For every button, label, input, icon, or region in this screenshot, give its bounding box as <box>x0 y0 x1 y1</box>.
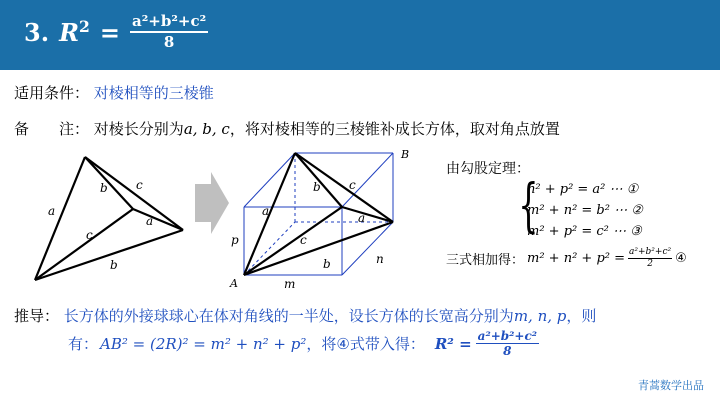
sum-denominator: 2 <box>647 259 653 269</box>
box-figure <box>230 147 440 291</box>
tetra-edge <box>244 222 393 275</box>
box-label-a2: a <box>358 211 366 225</box>
derivation-text-2b: ，将④式带入得： <box>306 335 425 353</box>
tetra-label-b1: b <box>100 181 108 195</box>
tetra-label-a2: a <box>146 214 154 228</box>
condition-label: 适用条件： <box>14 84 90 102</box>
derivation-line2 <box>68 330 539 357</box>
box-label-b1: b <box>313 180 321 194</box>
tetrahedron-figure <box>30 152 200 287</box>
derivation-label: 推导： <box>14 307 60 325</box>
arrow-shape <box>195 172 229 234</box>
box-label-m: m <box>284 277 296 291</box>
equation-3: m² + p² = c² ⋯ ③ <box>527 224 642 239</box>
equation-1: n² + p² = a² ⋯ ① <box>527 182 639 197</box>
note-label: 备 注： <box>14 120 90 138</box>
formula-lhs <box>59 17 90 47</box>
brand-footer: 青蒿数学出品 <box>638 379 704 392</box>
sum-label: 三式相加得： <box>446 253 525 268</box>
formula-lhs-var: R <box>59 18 80 47</box>
note-text-b: ，将对棱相等的三棱锥补成长方体，取对角点放置 <box>229 120 560 138</box>
sum-numerator: a²+b²+c² <box>629 247 672 257</box>
sum-fraction <box>628 248 672 269</box>
vertex-A-label: A <box>230 277 238 290</box>
box-label-c1: c <box>349 178 356 192</box>
tetra-edge <box>342 207 393 222</box>
formula-title <box>24 14 208 50</box>
equation-2: m² + n² = b² ⋯ ② <box>527 203 643 218</box>
derivation-math: AB² = (2R)² = m² + n² + p² <box>100 334 307 353</box>
result-fraction <box>476 330 539 357</box>
formula-lhs-exp: 2 <box>79 17 90 36</box>
formula-number: 3. <box>24 17 50 47</box>
box-label-a1: a <box>262 204 270 218</box>
result-denominator: 8 <box>503 344 512 358</box>
title-banner <box>0 0 720 70</box>
formula-equals: = <box>99 17 120 47</box>
formula-fraction <box>130 14 208 50</box>
box-edge <box>244 153 295 207</box>
formula-numerator: a²+b²+c² <box>130 14 208 33</box>
box-label-n: n <box>376 252 384 266</box>
derivation-vars: m, n, p <box>513 307 567 325</box>
box-label-c2: c <box>300 233 307 247</box>
sum-row <box>446 248 687 269</box>
derivation-line1 <box>14 305 596 326</box>
formula-denominator: 8 <box>163 33 175 51</box>
tetra-edge-bottom <box>35 230 183 280</box>
sum-tag: ④ <box>675 251 687 266</box>
result-numerator: a²+b²+c² <box>477 329 538 343</box>
system-brace: { <box>518 171 539 239</box>
tetra-label-a1: a <box>48 204 56 218</box>
vertex-B-label: B <box>401 148 410 161</box>
derivation-text-1a: 长方体的外接球球心在体对角线的一半处，设长方体的长宽高分别为 <box>63 307 514 325</box>
note-row <box>14 118 560 139</box>
derivation-text-2a: 有： <box>68 335 99 353</box>
pythagoras-title: 由勾股定理： <box>446 161 530 177</box>
note-text-a: 对棱长分别为 <box>93 120 184 138</box>
condition-text: 对棱相等的三棱锥 <box>93 84 214 102</box>
condition-row <box>14 82 214 103</box>
tetra-edge <box>295 153 393 222</box>
derivation-text-1b: ，则 <box>566 307 597 325</box>
result-lhs: R² = <box>434 334 472 353</box>
sum-lhs: m² + n² + p² = <box>527 251 626 266</box>
note-vars: a, b, c <box>183 120 230 138</box>
tetra-edge-inner-b <box>85 157 133 209</box>
tetra-label-b2: b <box>110 258 118 272</box>
box-label-p: p <box>231 233 239 247</box>
tetra-label-c1: c <box>136 178 143 192</box>
tetra-label-c2: c <box>86 228 93 242</box>
box-label-b2: b <box>323 257 331 271</box>
transform-arrow <box>195 172 231 234</box>
